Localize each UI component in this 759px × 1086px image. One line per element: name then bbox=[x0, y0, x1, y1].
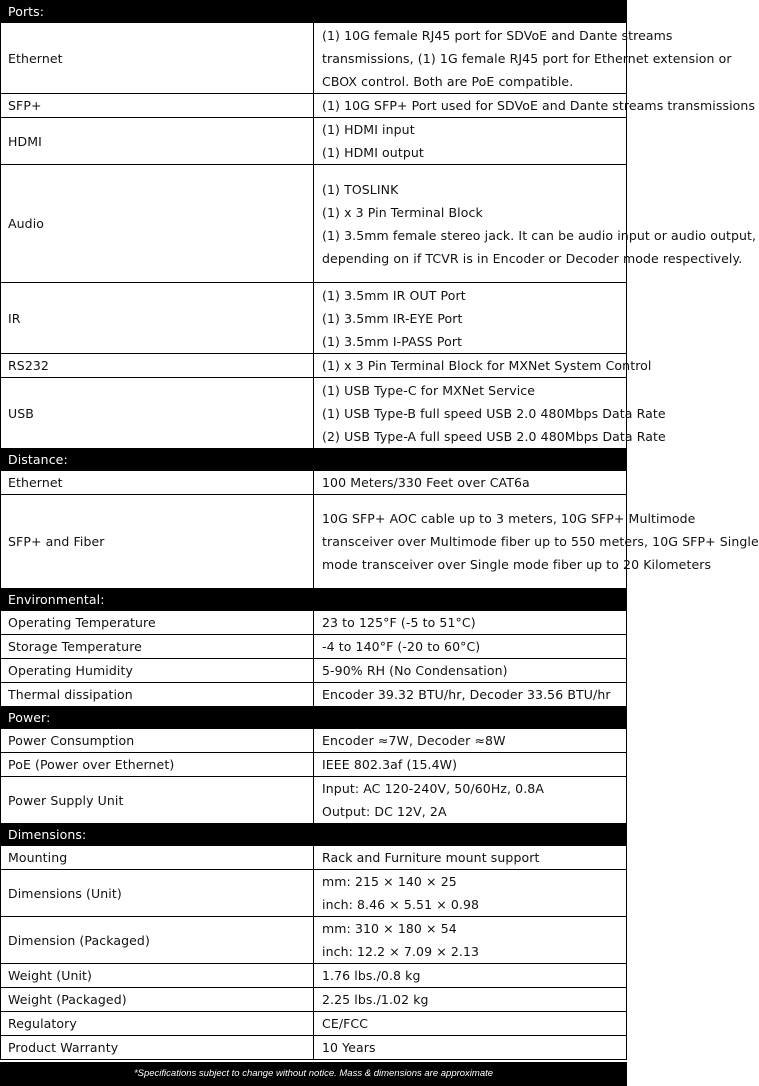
spec-value-line: (1) HDMI output bbox=[322, 145, 424, 160]
spec-value bbox=[314, 964, 627, 988]
spec-row bbox=[1, 777, 627, 824]
section-title: Ports: bbox=[1, 1, 627, 23]
spec-row bbox=[1, 964, 627, 988]
spec-row bbox=[1, 471, 627, 495]
spec-value bbox=[314, 846, 627, 870]
spec-value-line: mode transceiver over Single mode fiber up to 20 Kilometers bbox=[322, 557, 712, 572]
spec-value-line: (1) x 3 Pin Terminal Block bbox=[322, 204, 483, 220]
spec-value-line: (1) USB Type-B full speed USB 2.0 480Mbps Data Rate bbox=[322, 405, 666, 421]
spec-value-line: Encoder ≈7W, Decoder ≈8W bbox=[322, 733, 506, 748]
spec-value bbox=[314, 611, 627, 635]
section-header bbox=[1, 449, 627, 471]
spec-label: SFP+ bbox=[1, 94, 314, 118]
spec-value-line: Rack and Furniture mount support bbox=[322, 850, 540, 865]
spec-value-line: depending on if TCVR is in Encoder or Decoder mode respectively. bbox=[322, 250, 743, 266]
spec-value-line: Output: DC 12V, 2A bbox=[322, 804, 447, 819]
spec-value bbox=[314, 283, 627, 354]
section-title: Dimensions: bbox=[1, 824, 627, 846]
footer-note: *Specifications subject to change without notice. Mass & dimensions are approximate bbox=[0, 1062, 627, 1086]
spec-label: Mounting bbox=[1, 846, 314, 870]
spec-row bbox=[1, 1012, 627, 1036]
spec-value-line: transmissions, (1) 1G female RJ45 port for Ethernet extension or bbox=[322, 50, 732, 66]
spec-value-line: inch: 12.2 × 7.09 × 2.13 bbox=[322, 944, 480, 959]
spec-label: Product Warranty bbox=[1, 1036, 314, 1060]
spec-value bbox=[314, 659, 627, 683]
spec-value-line: IEEE 802.3af (15.4W) bbox=[322, 757, 458, 772]
spec-row bbox=[1, 165, 627, 283]
spec-value bbox=[314, 729, 627, 753]
spec-label: Weight (Packaged) bbox=[1, 988, 314, 1012]
spec-value-line: (2) USB Type-A full speed USB 2.0 480Mbps Data Rate bbox=[322, 428, 666, 444]
spec-value bbox=[314, 1036, 627, 1060]
spec-label: HDMI bbox=[1, 118, 314, 165]
spec-value-line: transceiver over Multimode fiber up to 550 meters, 10G SFP+ Single bbox=[322, 534, 759, 549]
spec-value-line: (1) 10G SFP+ Port used for SDVoE and Dante streams transmissions bbox=[322, 98, 756, 113]
spec-label: Ethernet bbox=[1, 471, 314, 495]
spec-label: Storage Temperature bbox=[1, 635, 314, 659]
spec-value-line: 23 to 125°F (-5 to 51°C) bbox=[322, 615, 476, 630]
section-header bbox=[1, 824, 627, 846]
spec-row bbox=[1, 94, 627, 118]
spec-label: PoE (Power over Ethernet) bbox=[1, 753, 314, 777]
spec-row bbox=[1, 683, 627, 707]
spec-row bbox=[1, 611, 627, 635]
spec-value bbox=[314, 23, 732, 94]
spec-value bbox=[314, 354, 652, 378]
spec-row bbox=[1, 378, 627, 449]
section-header bbox=[1, 589, 627, 611]
spec-value bbox=[314, 683, 627, 707]
section-header bbox=[1, 1, 627, 23]
spec-value bbox=[314, 753, 627, 777]
spec-value-line: 5-90% RH (No Condensation) bbox=[322, 663, 508, 678]
spec-value-line: (1) 3.5mm IR OUT Port bbox=[322, 287, 466, 303]
spec-value-line: mm: 310 × 180 × 54 bbox=[322, 921, 457, 936]
spec-value-line: (1) 3.5mm I-PASS Port bbox=[322, 333, 463, 349]
section-header bbox=[1, 707, 627, 729]
spec-label: Operating Humidity bbox=[1, 659, 314, 683]
spec-value-line: 10G SFP+ AOC cable up to 3 meters, 10G SFP+ Multimode bbox=[322, 511, 696, 526]
spec-value bbox=[314, 378, 666, 449]
spec-label: Weight (Unit) bbox=[1, 964, 314, 988]
spec-value bbox=[314, 165, 757, 283]
spec-value bbox=[314, 777, 627, 824]
spec-label: Power Supply Unit bbox=[1, 777, 314, 824]
spec-value bbox=[314, 988, 627, 1012]
spec-row bbox=[1, 283, 627, 354]
spec-value bbox=[314, 917, 627, 964]
section-title: Distance: bbox=[1, 449, 627, 471]
spec-value-line: inch: 8.46 × 5.51 × 0.98 bbox=[322, 897, 480, 912]
spec-value-line: 100 Meters/330 Feet over CAT6a bbox=[322, 475, 530, 490]
spec-value bbox=[314, 635, 627, 659]
spec-value-line: (1) 10G female RJ45 port for SDVoE and Dante streams bbox=[322, 27, 673, 43]
spec-value-line: (1) 3.5mm IR-EYE Port bbox=[322, 310, 463, 326]
spec-value-line: Encoder 39.32 BTU/hr, Decoder 33.56 BTU/hr bbox=[322, 687, 611, 702]
spec-label: USB bbox=[1, 378, 314, 449]
spec-value-line: (1) x 3 Pin Terminal Block for MXNet System Control bbox=[322, 358, 652, 373]
spec-label: Thermal dissipation bbox=[1, 683, 314, 707]
spec-value-line: (1) 3.5mm female stereo jack. It can be audio input or audio output, bbox=[322, 227, 757, 243]
spec-row bbox=[1, 635, 627, 659]
spec-value bbox=[314, 94, 756, 118]
section-title: Power: bbox=[1, 707, 627, 729]
spec-label: Power Consumption bbox=[1, 729, 314, 753]
spec-value-line: (1) TOSLINK bbox=[322, 181, 399, 197]
spec-value bbox=[314, 471, 627, 495]
spec-value-line: CBOX control. Both are PoE compatible. bbox=[322, 73, 574, 89]
spec-label: Dimension (Packaged) bbox=[1, 917, 314, 964]
spec-row bbox=[1, 988, 627, 1012]
spec-row bbox=[1, 729, 627, 753]
spec-value-line: CE/FCC bbox=[322, 1016, 369, 1031]
spec-value-line: mm: 215 × 140 × 25 bbox=[322, 874, 457, 889]
spec-row bbox=[1, 1036, 627, 1060]
spec-label: Operating Temperature bbox=[1, 611, 314, 635]
spec-row bbox=[1, 495, 627, 589]
spec-row bbox=[1, 917, 627, 964]
spec-value-line: 1.76 lbs./0.8 kg bbox=[322, 968, 421, 983]
spec-row bbox=[1, 354, 627, 378]
spec-label: Ethernet bbox=[1, 23, 314, 94]
spec-row bbox=[1, 23, 627, 94]
spec-label: Audio bbox=[1, 165, 314, 283]
spec-value-line: (1) USB Type-C for MXNet Service bbox=[322, 382, 536, 398]
spec-value-line: Input: AC 120-240V, 50/60Hz, 0.8A bbox=[322, 781, 544, 796]
spec-row bbox=[1, 870, 627, 917]
spec-row bbox=[1, 118, 627, 165]
spec-row bbox=[1, 846, 627, 870]
spec-label: Regulatory bbox=[1, 1012, 314, 1036]
spec-label: RS232 bbox=[1, 354, 314, 378]
spec-value bbox=[314, 1012, 627, 1036]
section-title: Environmental: bbox=[1, 589, 627, 611]
spec-value bbox=[314, 495, 759, 589]
spec-label: SFP+ and Fiber bbox=[1, 495, 314, 589]
spec-row bbox=[1, 753, 627, 777]
spec-label: Dimensions (Unit) bbox=[1, 870, 314, 917]
spec-value-line: (1) HDMI input bbox=[322, 122, 415, 137]
spec-value-line: -4 to 140°F (-20 to 60°C) bbox=[322, 639, 481, 654]
spec-value bbox=[314, 118, 627, 165]
spec-row bbox=[1, 659, 627, 683]
spec-value-line: 2.25 lbs./1.02 kg bbox=[322, 992, 429, 1007]
spec-value bbox=[314, 870, 627, 917]
spec-value-line: 10 Years bbox=[322, 1040, 376, 1055]
spec-label: IR bbox=[1, 283, 314, 354]
